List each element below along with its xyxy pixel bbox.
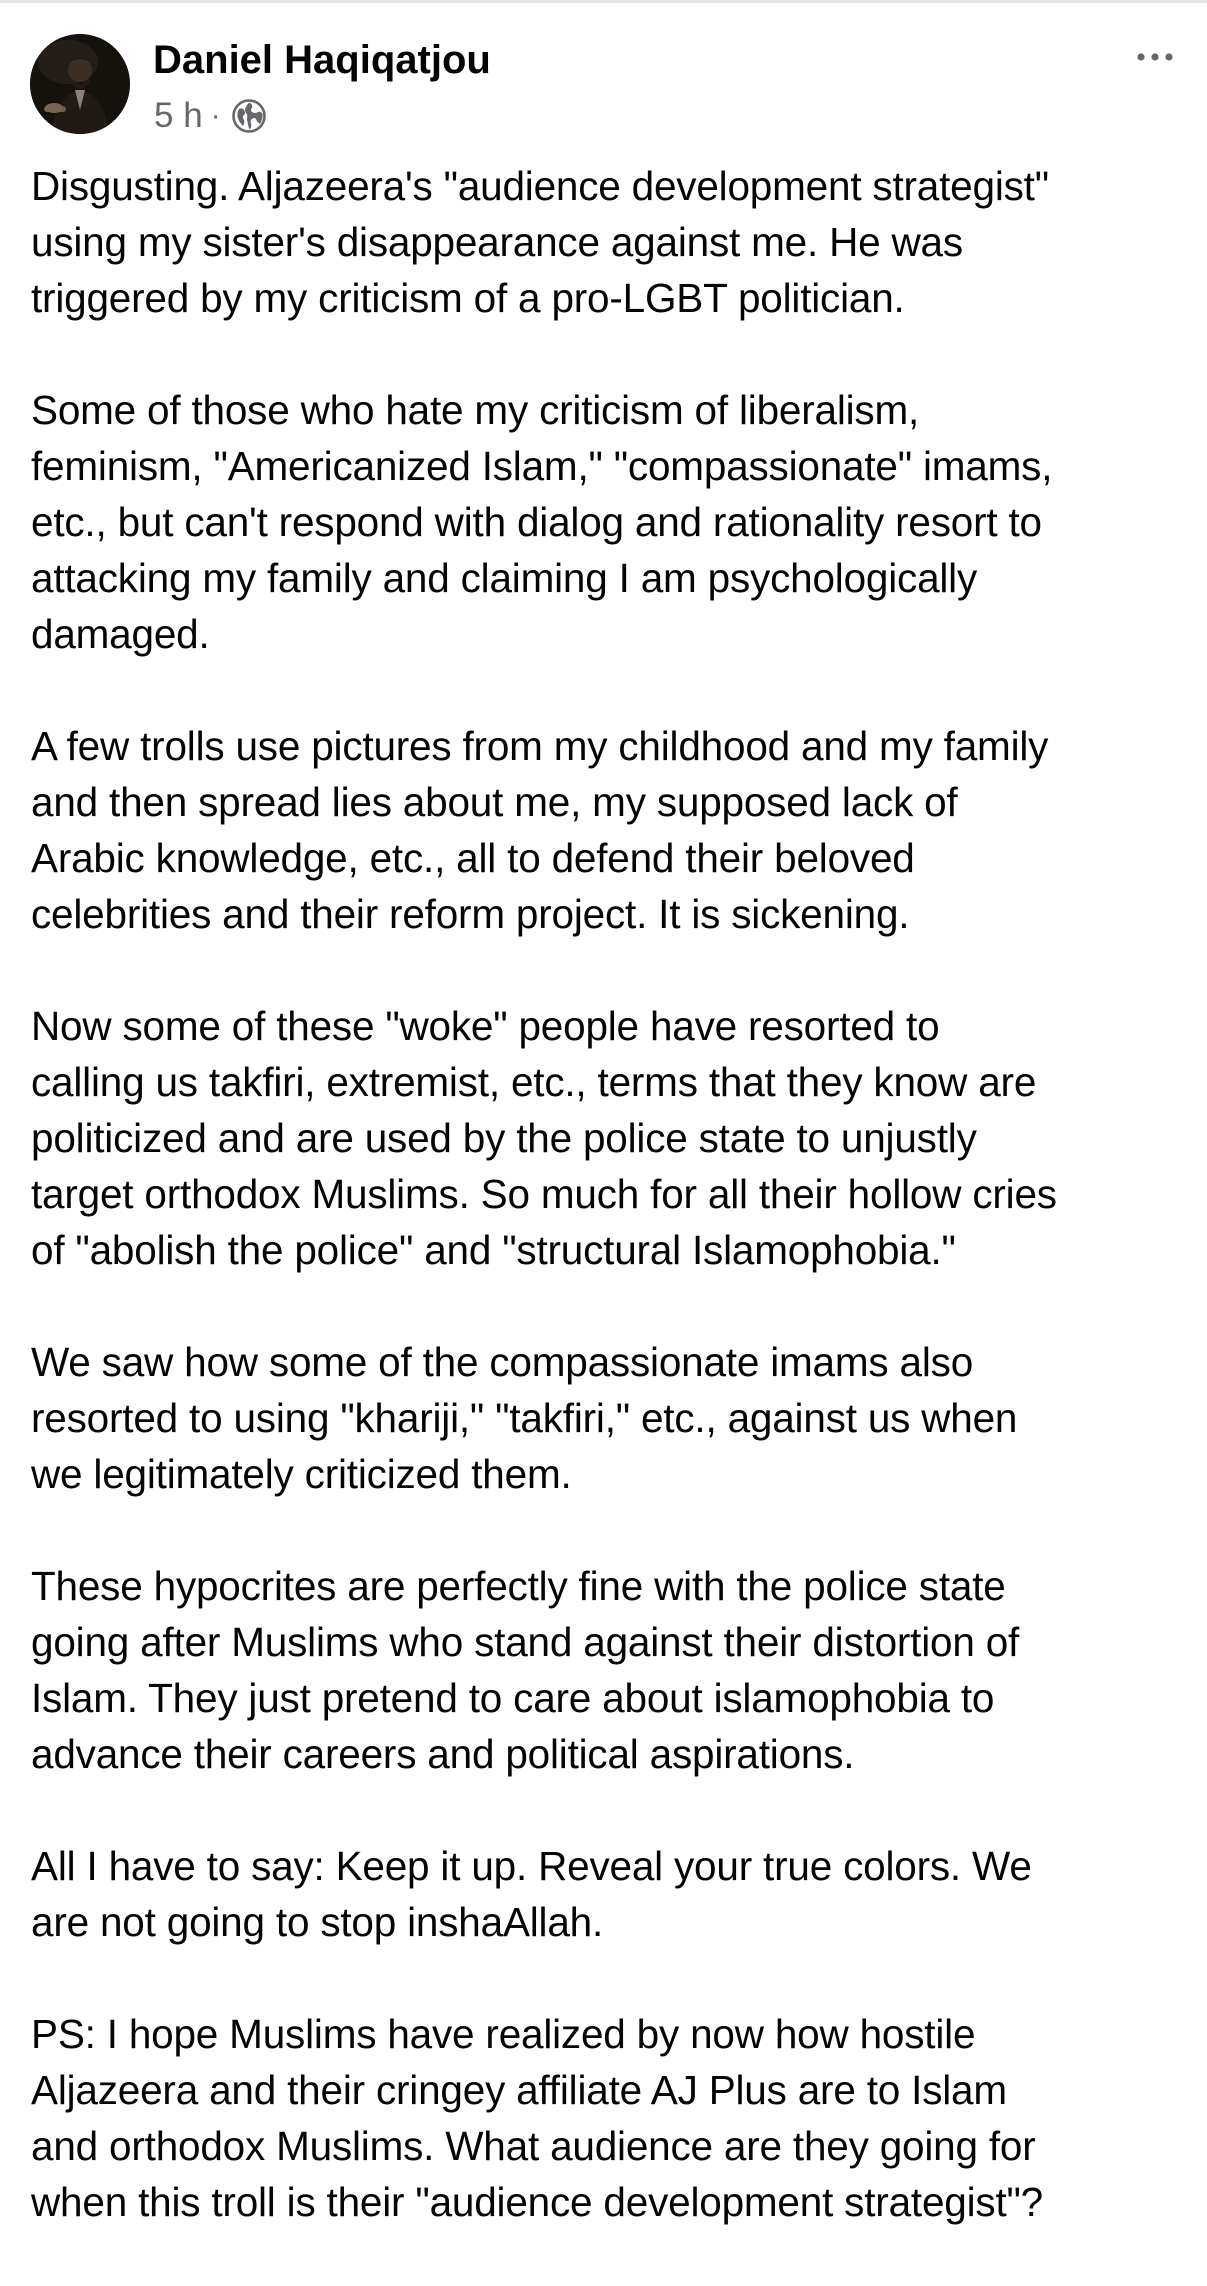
post-paragraph: All I have to say: Keep it up. Reveal your true colors. We are not going to stop inshaAllah.: [31, 1843, 1032, 1945]
more-dots-icon: [1135, 49, 1175, 67]
post-paragraph: Now some of these "woke" people have resorted to calling us takfiri, extremist, etc., terms that they know are politicized and are used by the police state to unjustly target orthodox Muslims. So much for all their hollow cries of "abolish the police" and "structural Islamophobia.": [31, 1003, 1057, 1273]
post-paragraph: Some of those who hate my criticism of liberalism, feminism, "Americanized Islam," "compassionate" imams, etc., but can't respond with dialog and rationality resort to attacking my family and claiming I am psychologically damaged.: [31, 387, 1053, 657]
globe-icon: [231, 98, 267, 134]
more-options-button[interactable]: [1130, 40, 1180, 76]
post-paragraph: A few trolls use pictures from my childhood and my family and then spread lies about me, my supposed lack of Arabic knowledge, etc., all to defend their beloved celebrities and their reform project. It is sickening.: [31, 723, 1049, 937]
post-paragraph: We saw how some of the compassionate imams also resorted to using "khariji," "takfiri," etc., against us when we legitimately criticized them.: [31, 1339, 1018, 1497]
post-paragraph: These hypocrites are perfectly fine with the police state going after Muslims who stand against their distortion of Islam. They just pretend to care about islamophobia to advance their careers and political aspirations.: [31, 1563, 1020, 1777]
post-paragraph: PS: I hope Muslims have realized by now how hostile Aljazeera and their cringey affiliate AJ Plus are to Islam and orthodox Muslims. What audience are they going for when this troll is their "audience development strategist"?: [31, 2011, 1043, 2225]
post-meta: [154, 96, 267, 136]
post-paragraph: Disgusting. Aljazeera's "audience development strategist" using my sister's disappearance against me. He was triggered by my criticism of a pro-LGBT politician.: [31, 163, 1049, 321]
post-timestamp[interactable]: 5 h: [154, 96, 203, 135]
author-name[interactable]: Daniel Haqiqatjou: [153, 38, 491, 82]
post-text: [31, 158, 1191, 2286]
meta-separator: ·: [210, 99, 221, 132]
avatar[interactable]: [30, 34, 130, 134]
profile-photo: [30, 34, 130, 134]
post-header: [30, 34, 1180, 139]
